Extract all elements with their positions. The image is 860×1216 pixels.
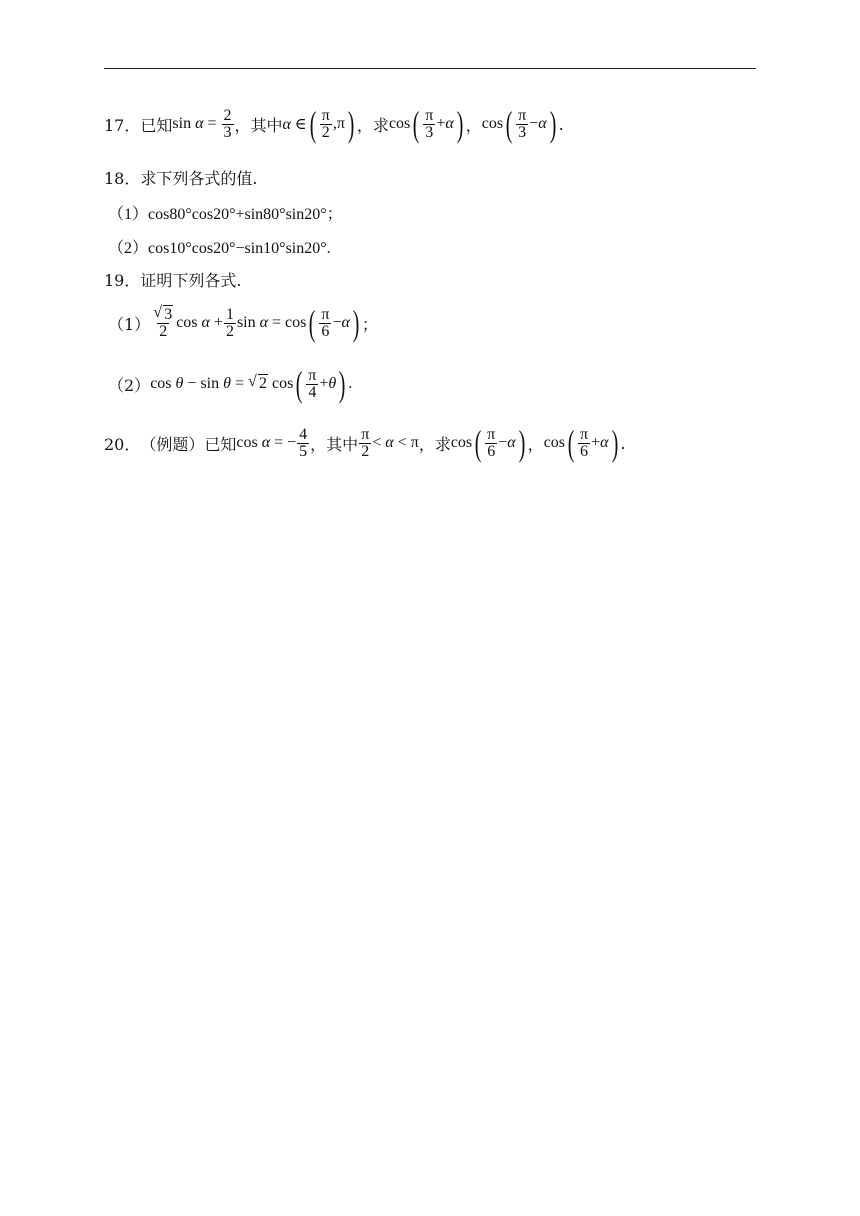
problem-19: [104, 268, 241, 291]
sqrt-expression: √ 2: [247, 373, 267, 392]
math-expression: cos: [543, 434, 566, 451]
fraction: $\frac{4}{5}$: [299, 425, 308, 460]
problem-20: [104, 425, 626, 461]
math-expression: ( $\frac{\pi}{6}$ + α ): [567, 423, 618, 463]
math-expression: < α < π: [372, 434, 419, 451]
math-expression: cos10°cos20°−sin10°sin20°.: [148, 240, 331, 257]
problem-text: ，求: [356, 115, 389, 135]
math-expression: α ∈: [282, 116, 307, 133]
problem-17: [104, 106, 564, 142]
problem-text: ，其中: [234, 115, 283, 135]
subproblem-18-1: [108, 201, 343, 224]
math-expression: sin α =: [172, 115, 221, 132]
math-expression: ( $\frac{\pi}{3}$ + α ): [412, 104, 464, 144]
subproblem-label: （2）: [108, 375, 151, 395]
subproblem-19-2: [108, 366, 352, 402]
subproblem-18-2: [108, 235, 331, 258]
problem-text: .: [558, 114, 564, 134]
problem-text: ，: [527, 434, 544, 454]
problem-text: 已知: [140, 115, 173, 135]
problem-text: ，: [465, 115, 482, 135]
math-expression: cos α +: [176, 314, 223, 331]
math-expression: cos α = −: [236, 434, 297, 451]
math-expression: ( $\frac{\pi}{3}$ − α ): [505, 104, 556, 144]
problem-text: .: [620, 433, 626, 453]
problem-text: （例题）已知: [140, 434, 237, 454]
subproblem-19-1: [108, 305, 378, 341]
problem-number: 18．: [104, 169, 141, 188]
problem-title: 证明下列各式.: [140, 271, 242, 290]
math-expression: cos: [481, 115, 504, 132]
subproblem-label: （2）: [108, 240, 149, 257]
fraction: $\frac{1}{2}$: [225, 305, 234, 340]
header-rule: [104, 68, 756, 69]
subproblem-label: （1）: [108, 314, 151, 334]
problem-title: 求下列各式的值.: [140, 169, 258, 188]
punctuation: .: [348, 375, 353, 392]
problem-number: 17．: [104, 115, 141, 135]
fraction: $\frac{2}{3}$: [223, 106, 232, 141]
math-expression: cos θ − sin θ =: [150, 375, 248, 392]
problem-number: 20．: [104, 434, 141, 454]
math-expression: cos: [267, 375, 294, 392]
subproblem-label: （1）: [108, 206, 149, 223]
interval: ( $\frac{\pi}{2}$ ,π ): [309, 104, 355, 144]
math-expression: cos: [388, 115, 411, 132]
punctuation: ；: [361, 316, 378, 334]
problem-18: [104, 166, 257, 189]
fraction: $\frac{\pi}{2}$: [361, 425, 370, 460]
fraction: √ 3 2: [153, 303, 173, 340]
math-expression: ( $\frac{\pi}{6}$ − α ): [309, 303, 360, 343]
math-expression: cos80°cos20°+sin80°sin20°；: [148, 206, 343, 223]
math-expression: ( $\frac{\pi}{6}$ − α ): [474, 423, 525, 463]
problem-text: ，求: [418, 434, 451, 454]
math-expression: sin α = cos: [236, 314, 307, 331]
math-expression: ( $\frac{\pi}{4}$ + θ ): [295, 364, 346, 404]
problem-number: 19．: [104, 271, 141, 290]
math-expression: cos: [450, 434, 473, 451]
problem-text: ，其中: [310, 434, 359, 454]
